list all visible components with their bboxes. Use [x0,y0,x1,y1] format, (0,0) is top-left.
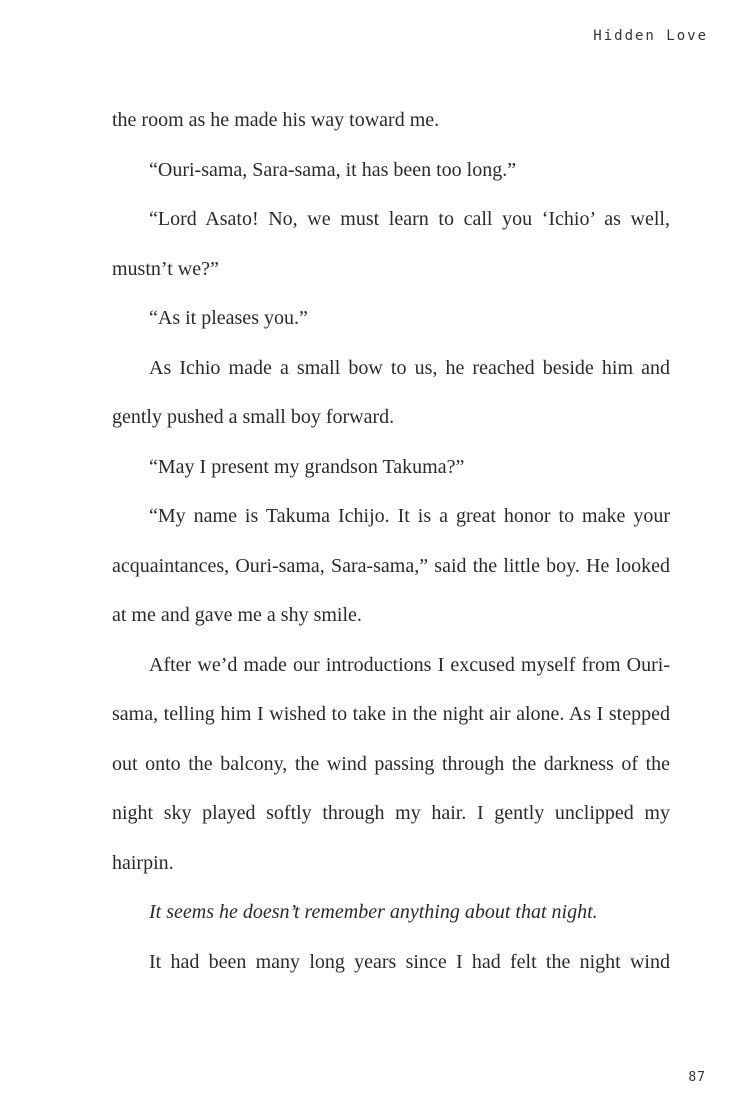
paragraph: “My name is Takuma Ichijo. It is a great honor to make your acquaintances, Ouri-sama, Sara-sama,” said the little boy. He looked at me and gave me a shy smile. [112,505,670,626]
paragraph: “Lord Asato! No, we must learn to call you ‘Ichio’ as well, mustn’t we?” [112,208,670,280]
paragraph: As Ichio made a small bow to us, he reached beside him and gently pushed a small boy forward. [112,356,670,428]
page-number: 87 [688,1070,706,1085]
page-body-text [112,96,670,987]
italic-thought-paragraph: It seems he doesn’t remember anything about that night. [149,901,598,923]
paragraph: After we’d made our introductions I excused myself from Ouri-sama, telling him I wished to take in the night air alone. As I stepped out onto the balcony, the wind passing through the darkness of the night sky played softly through my hair. I gently unclipped my hairpin. [112,653,670,874]
paragraph: “Ouri-sama, Sara-sama, it has been too long.” [149,158,517,181]
paragraph: the room as he made his way toward me. [112,109,440,131]
paragraph: It had been many long years since I had felt the night wind [149,950,670,973]
running-header: Hidden Love [593,28,708,44]
paragraph: “As it pleases you.” [149,307,308,329]
paragraph: “May I present my grandson Takuma?” [149,455,465,478]
